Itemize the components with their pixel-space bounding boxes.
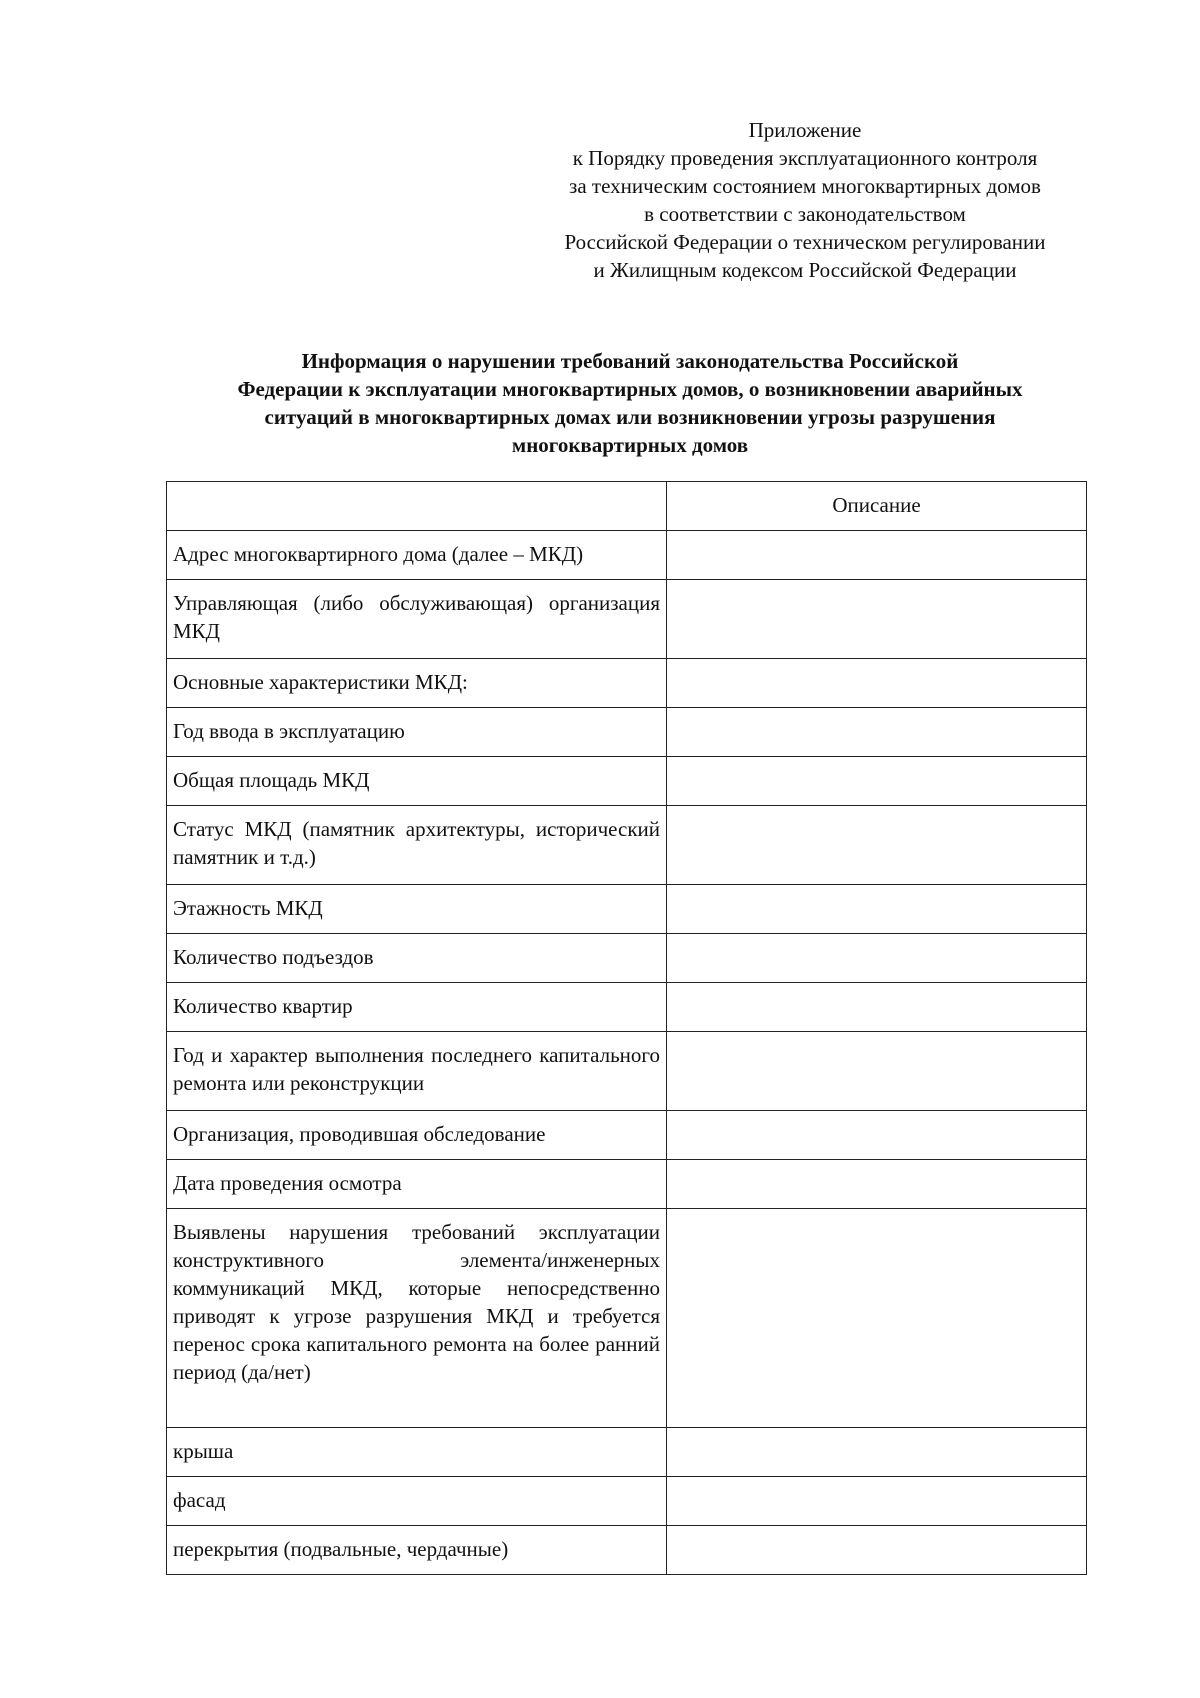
row-label: Основные характеристики МКД: xyxy=(167,659,667,708)
row-value[interactable] xyxy=(667,708,1087,757)
row-label: фасад xyxy=(167,1477,667,1526)
row-value[interactable] xyxy=(667,1428,1087,1477)
row-label: Организация, проводившая обследование xyxy=(167,1111,667,1160)
table-row xyxy=(167,1032,1087,1111)
row-value[interactable] xyxy=(667,934,1087,983)
table-row xyxy=(167,757,1087,806)
row-value[interactable] xyxy=(667,1526,1087,1575)
row-label: Управляющая (либо обслуживающая) организация МКД xyxy=(167,580,667,659)
row-label: Количество квартир xyxy=(167,983,667,1032)
row-value[interactable] xyxy=(667,1032,1087,1111)
row-label: крыша xyxy=(167,1428,667,1477)
appendix-line: в соответствии с законодательством xyxy=(644,202,966,226)
header-cell-description: Описание xyxy=(667,482,1087,531)
header-cell-empty xyxy=(167,482,667,531)
title-line: Федерации к эксплуатации многоквартирных домов, о возникновении аварийных xyxy=(237,377,1023,401)
row-value[interactable] xyxy=(667,806,1087,885)
row-value[interactable] xyxy=(667,1160,1087,1209)
appendix-line: к Порядку проведения эксплуатационного контроля xyxy=(572,146,1038,170)
row-value[interactable] xyxy=(667,1209,1087,1428)
row-value[interactable] xyxy=(667,659,1087,708)
table-row xyxy=(167,531,1087,580)
table-row xyxy=(167,934,1087,983)
document-title xyxy=(150,347,1110,459)
title-line: ситуаций в многоквартирных домах или возникновении угрозы разрушения xyxy=(264,405,996,429)
appendix-line: за техническим состоянием многоквартирных домов xyxy=(569,174,1041,198)
row-value[interactable] xyxy=(667,983,1087,1032)
row-value[interactable] xyxy=(667,757,1087,806)
row-label: Общая площадь МКД xyxy=(167,757,667,806)
table-row xyxy=(167,659,1087,708)
row-label: Выявлены нарушения требований эксплуатации конструктивного элемента/инженерных коммуникаций МКД, которые непосредственно приводят к угрозе разрушения МКД и требуется перенос срока капитального ремонта на более ранний период (да/нет) xyxy=(167,1209,667,1428)
table-header-row xyxy=(167,482,1087,531)
row-label: Год и характер выполнения последнего капитального ремонта или реконструкции xyxy=(167,1032,667,1111)
row-label: Адрес многоквартирного дома (далее – МКД) xyxy=(167,531,667,580)
row-value[interactable] xyxy=(667,885,1087,934)
info-table xyxy=(166,481,1087,1575)
table-row xyxy=(167,1160,1087,1209)
appendix-line: Российской Федерации о техническом регулировании xyxy=(564,230,1046,254)
row-label: перекрытия (подвальные, чердачные) xyxy=(167,1526,667,1575)
table-row xyxy=(167,708,1087,757)
table-row xyxy=(167,580,1087,659)
table-row xyxy=(167,1111,1087,1160)
table-row xyxy=(167,885,1087,934)
row-label: Год ввода в эксплуатацию xyxy=(167,708,667,757)
row-label: Этажность МКД xyxy=(167,885,667,934)
table-row xyxy=(167,1209,1087,1428)
appendix-line: и Жилищным кодексом Российской Федерации xyxy=(593,258,1017,282)
row-label: Количество подъездов xyxy=(167,934,667,983)
row-label: Дата проведения осмотра xyxy=(167,1160,667,1209)
table-row xyxy=(167,1526,1087,1575)
title-line: Информация о нарушении требований законодательства Российской xyxy=(301,349,959,373)
table-row xyxy=(167,1428,1087,1477)
row-value[interactable] xyxy=(667,580,1087,659)
table-row xyxy=(167,983,1087,1032)
row-value[interactable] xyxy=(667,1111,1087,1160)
title-line: многоквартирных домов xyxy=(511,433,749,457)
table-row xyxy=(167,1477,1087,1526)
appendix-line: Приложение xyxy=(748,118,862,142)
table-row xyxy=(167,806,1087,885)
row-value[interactable] xyxy=(667,1477,1087,1526)
row-value[interactable] xyxy=(667,531,1087,580)
appendix-header xyxy=(520,116,1090,284)
row-label: Статус МКД (памятник архитектуры, исторический памятник и т.д.) xyxy=(167,806,667,885)
